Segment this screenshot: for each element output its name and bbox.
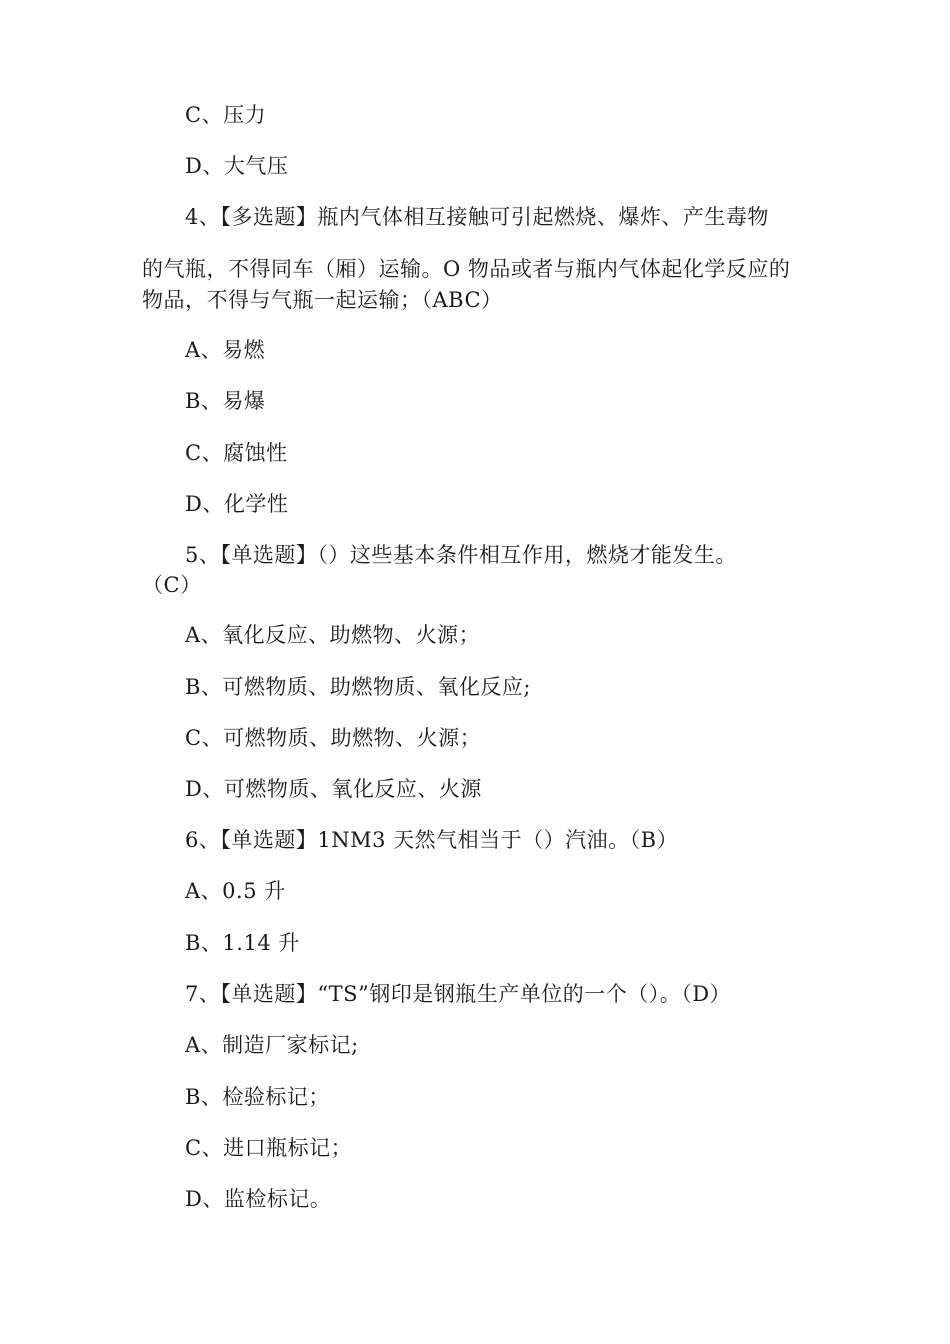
question-4-option-c: C、腐蚀性 — [185, 441, 288, 465]
question-7-option-c: C、进口瓶标记； — [185, 1136, 353, 1160]
question-5-option-c: C、可燃物质、助燃物、火源； — [185, 726, 482, 750]
question-7-option-b: B、检验标记； — [185, 1085, 330, 1109]
option-c-pressure: C、压力 — [185, 103, 267, 127]
question-5-option-a: A、氧化反应、助燃物、火源； — [185, 623, 481, 647]
question-5-text: 5、【单选题】（）这些基本条件相互作用，燃烧才能发生。 — [185, 543, 737, 567]
question-4-text: 4、【多选题】瓶内气体相互接触可引起燃烧、爆炸、产生毒物 — [185, 205, 769, 229]
question-4-text-end: 物品，不得与气瓶一起运输；（ABC） — [142, 288, 503, 312]
question-7-option-d: D、监检标记。 — [185, 1187, 332, 1211]
question-6-text: 6、【单选题】1NM3 天然气相当于（）汽油。（B） — [185, 828, 679, 852]
question-4-option-a: A、易燃 — [185, 338, 266, 362]
question-7-option-a: A、制造厂家标记; — [185, 1033, 359, 1057]
option-d-atmospheric-pressure: D、大气压 — [185, 154, 289, 178]
question-4-text-continued: 的气瓶，不得同车（厢）运输。O 物品或者与瓶内气体起化学反应的 — [142, 257, 791, 281]
question-4-option-b: B、易爆 — [185, 389, 266, 413]
question-7-text: 7、【单选题】“TS”钢印是钢瓶生产单位的一个（）。（D） — [185, 982, 732, 1006]
question-5-option-d: D、可燃物质、氧化反应、火源 — [185, 777, 482, 801]
question-5-answer: （C） — [142, 573, 202, 597]
question-4-option-d: D、化学性 — [185, 492, 289, 516]
question-6-option-b: B、1.14 升 — [185, 931, 300, 955]
question-6-option-a: A、0.5 升 — [185, 879, 286, 903]
question-5-option-b: B、可燃物质、助燃物质、氧化反应; — [185, 675, 532, 699]
